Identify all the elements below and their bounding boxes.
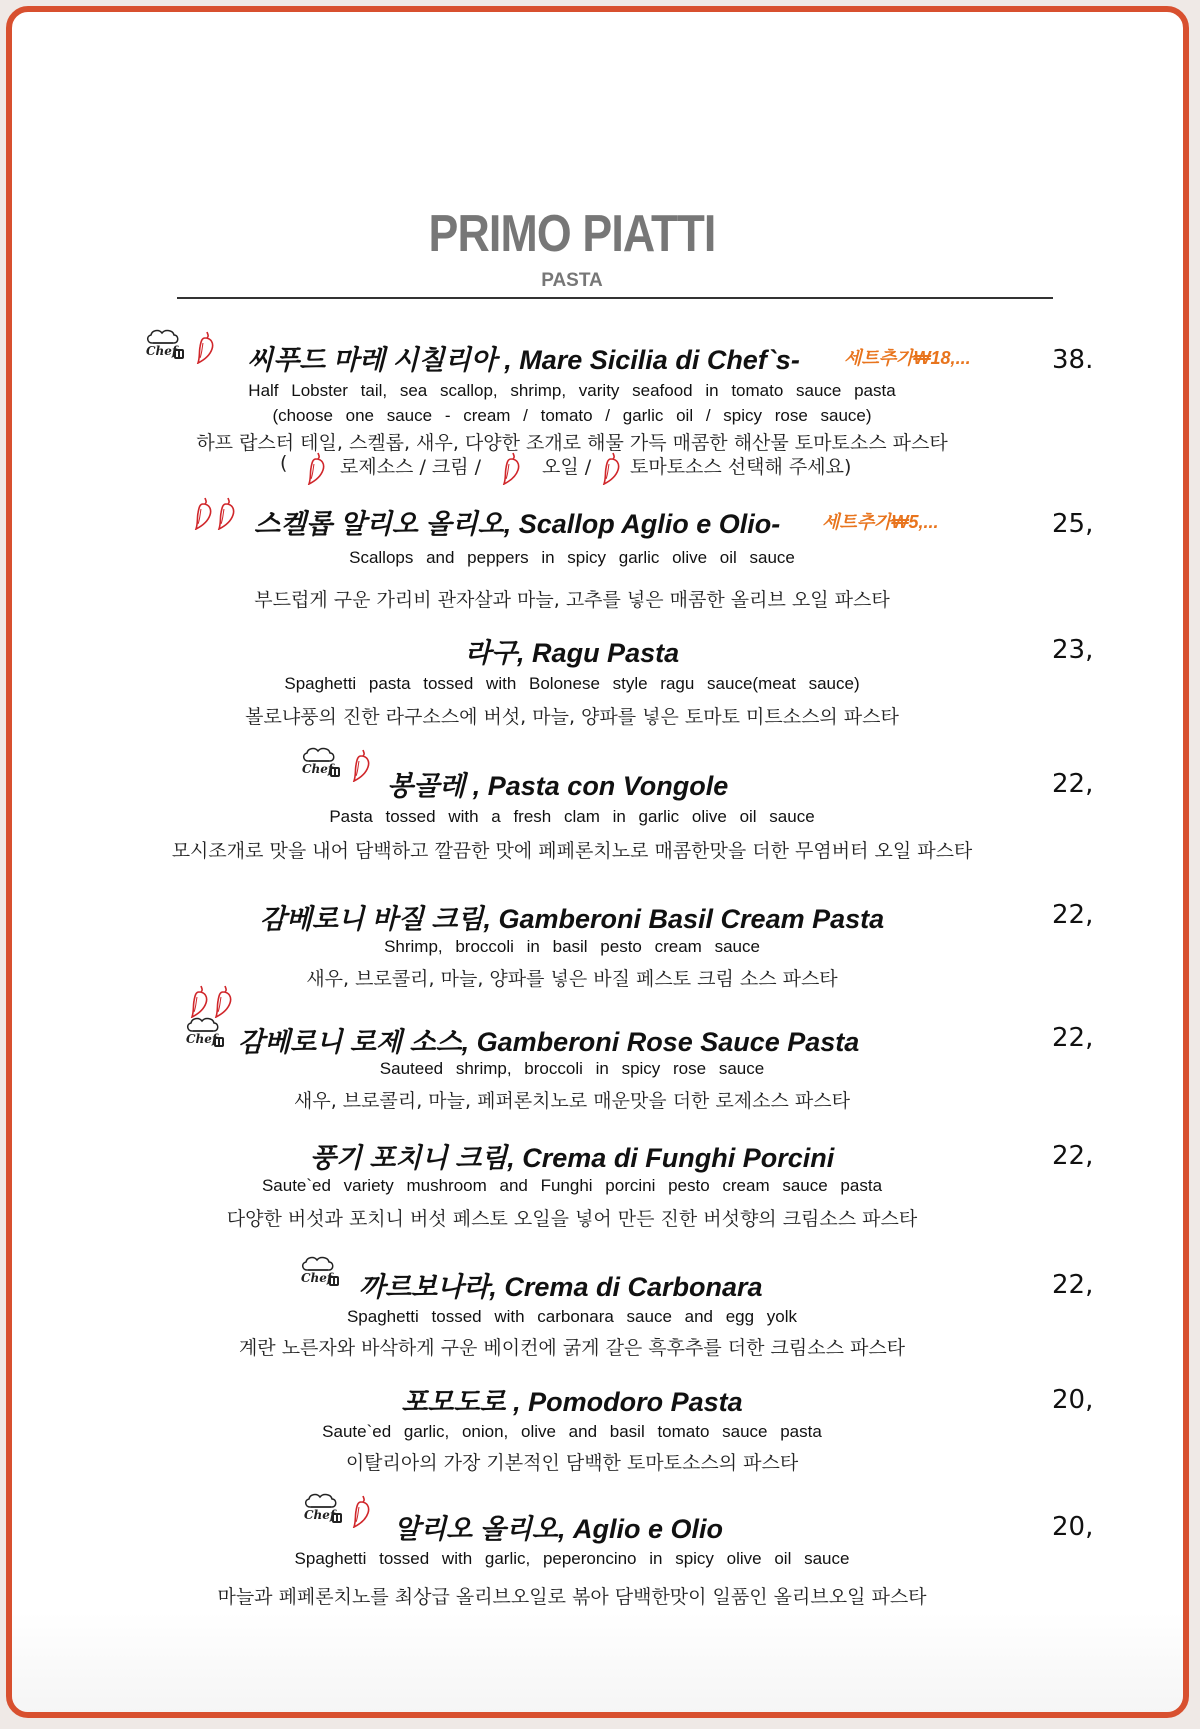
item-description-en: Pasta tossed with a fresh clam in garlic olive oil sauce [329, 807, 815, 826]
item-price: 20, [1052, 1512, 1094, 1542]
item-price: 22, [1052, 1141, 1094, 1171]
item-name: 봉골레 , Pasta con Vongole [387, 771, 729, 801]
item-price: 22, [1052, 1023, 1094, 1053]
chili-pepper-icon [305, 451, 327, 485]
chef-hat-icon [299, 1256, 341, 1292]
item-price: 22, [1052, 1270, 1094, 1300]
item-description-en: Scallops and peppers in spicy garlic olive oil sauce [349, 548, 795, 567]
bottom-fade [12, 1612, 1183, 1716]
item-price: 20, [1052, 1385, 1094, 1415]
item-description-en: Spaghetti tossed with garlic, peperoncino in spicy olive oil sauce [294, 1549, 850, 1568]
item-description-en: Spaghetti tossed with carbonara sauce and egg yolk [346, 1307, 798, 1326]
item-name: 스켈롭 알리오 올리오, Scallop Aglio e Olio- [254, 509, 781, 539]
page-title: PRIMO PIATTI [428, 205, 716, 263]
item-name: 감베로니 바질 크림, Gamberoni Basil Cream Pasta [259, 904, 885, 934]
title-divider [177, 297, 1053, 299]
chef-hat-icon [144, 329, 186, 365]
item-name: 까르보나라, Crema di Carbonara [359, 1272, 763, 1302]
chili-pepper-icon [350, 748, 372, 782]
item-description-en: Saute`ed garlic, onion, olive and basil tomato sauce pasta [322, 1422, 822, 1441]
item-description-en: Spaghetti pasta tossed with Bolonese style ragu sauce(meat sauce) [284, 674, 860, 693]
item-name: 씨푸드 마레 시칠리아 , Mare Sicilia di Chef`s- [247, 345, 800, 375]
item-name: 감베로니 로제 소스, Gamberoni Rose Sauce Pasta [238, 1027, 860, 1057]
item-name: 풍기 포치니 크림, Crema di Funghi Porcini [309, 1143, 835, 1173]
item-description-en: Half Lobster tail, sea scallop, shrimp, varity seafood in tomato sauce pasta [248, 381, 896, 400]
chili-pepper-icon [500, 451, 522, 485]
item-price: 22, [1052, 900, 1094, 930]
chili-pepper-icon [215, 496, 237, 530]
item-price: 23, [1052, 635, 1094, 665]
item-description-en: Shrimp, broccoli in basil pesto cream sauce [384, 937, 760, 956]
chili-pepper-icon [212, 984, 234, 1018]
chef-hat-icon [300, 747, 342, 783]
item-description-en: Saute`ed variety mushroom and Funghi porcini pesto cream sauce pasta [261, 1176, 883, 1195]
chili-pepper-icon [350, 1494, 372, 1528]
item-price: 25, [1052, 509, 1094, 539]
item-description-ko: 마늘과 페페론치노를 최상급 올리브오일로 볶아 담백한맛이 일품인 올리브오일 파스타 [217, 1586, 927, 1608]
chili-pepper-icon [600, 451, 622, 485]
sauce-option-label: 로제소스 / 크림 / [340, 456, 482, 478]
chili-pepper-icon [194, 330, 216, 364]
item-price: 22, [1052, 769, 1094, 799]
menu-page [6, 6, 1189, 1718]
item-price: 38. [1052, 345, 1094, 375]
item-description-ko: 하프 랍스터 테일, 스켈롭, 새우, 다양한 조개로 해물 가득 매콤한 해산물 토마토소스 파스타 [196, 432, 948, 454]
item-name: 라구, Ragu Pasta [464, 638, 680, 668]
item-description-en: Sauteed shrimp, broccoli in spicy rose sauce [379, 1059, 765, 1078]
set-note: 세트추가₩18,... [844, 348, 971, 368]
item-name: 포모도로 , Pomodoro Pasta [401, 1387, 743, 1417]
sauce-option-label: 토마토소스 선택해 주세요) [630, 456, 852, 478]
item-description-ko: 새우, 브로콜리, 마늘, 양파를 넣은 바질 페스토 크림 소스 파스타 [306, 968, 838, 990]
item-description-ko: 모시조개로 맛을 내어 담백하고 깔끔한 맛에 페페론치노로 매콤한맛을 더한 무염버터 오일 파스타 [171, 840, 973, 862]
item-name: 알리오 올리오, Aglio e Olio [394, 1514, 723, 1544]
chef-hat-icon [302, 1493, 344, 1529]
item-description-en: (choose one sauce - cream / tomato / garlic oil / spicy rose sauce) [272, 406, 872, 425]
chef-hat-icon [184, 1017, 226, 1053]
chili-pepper-icon [192, 496, 214, 530]
item-description-ko: 계란 노른자와 바삭하게 구운 베이컨에 굵게 갈은 흑후추를 더한 크림소스 파스타 [238, 1337, 906, 1359]
item-description-ko: 이탈리아의 가장 기본적인 담백한 토마토소스의 파스타 [345, 1452, 799, 1474]
item-description-ko: 새우, 브로콜리, 마늘, 페퍼론치노로 매운맛을 더한 로제소스 파스타 [294, 1090, 850, 1112]
item-description-ko: 볼로냐풍의 진한 라구소스에 버섯, 마늘, 양파를 넣은 토마토 미트소스의 파스타 [245, 706, 899, 728]
set-note: 세트추가₩5,... [822, 512, 939, 532]
sauce-option-label: 오일 / [542, 456, 592, 478]
item-description-ko: 다양한 버섯과 포치니 버섯 페스토 오일을 넣어 만든 진한 버섯향의 크림소스 파스타 [226, 1208, 918, 1230]
item-description-ko: 부드럽게 구운 가리비 관자살과 마늘, 고추를 넣은 매콤한 올리브 오일 파스타 [254, 589, 890, 611]
chili-pepper-icon [188, 984, 210, 1018]
sauce-open-paren: ( [280, 452, 288, 474]
page-subtitle: PASTA [541, 270, 603, 291]
